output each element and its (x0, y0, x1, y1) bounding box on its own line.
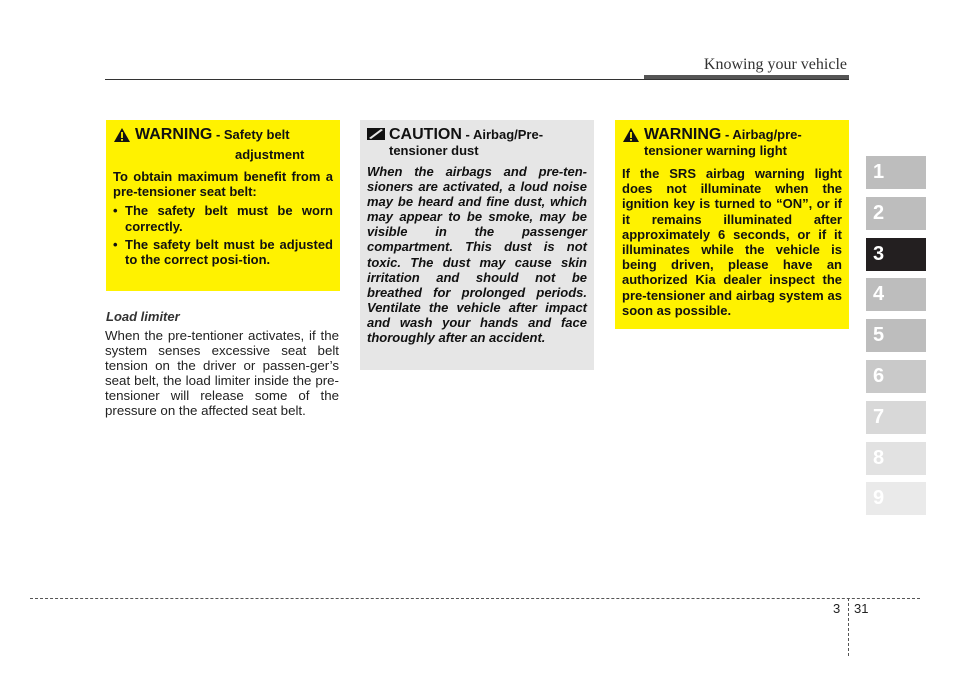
caution-subtitle: - Airbag/Pre-tensioner dust (389, 127, 544, 158)
footer-page-number: 31 (854, 601, 869, 616)
warning-bullet-list (113, 203, 333, 267)
list-item: • The safety belt must be worn correctly. (113, 203, 333, 234)
caution-label: CAUTION (389, 126, 462, 143)
warning-heading (622, 127, 842, 159)
bullet-text: The safety belt must be adjusted to the correct posi-tion. (125, 236, 333, 268)
warning-body: If the SRS airbag warning light does not illuminate when the ignition key is turned to “ON”, or if it remains illuminated after approximately 6 seconds, or if it illuminates while the vehicle is being driven, please have an authorized Kia dealer inspect the pre-tensioner and airbag system as soon as possible. (622, 166, 842, 318)
footer-rule (30, 598, 920, 599)
warning-subtitle-continued: adjustment (235, 147, 305, 162)
caution-icon (367, 127, 385, 145)
chapter-tab-6[interactable]: 6 (866, 360, 926, 393)
warning-triangle-icon (622, 127, 640, 147)
warning-intro: To obtain maximum benefit from a pre-tensioner seat belt: (113, 169, 333, 200)
chapter-tab-1[interactable]: 1 (866, 156, 926, 189)
footer-chapter-number: 3 (833, 601, 841, 616)
chapter-tab-4[interactable]: 4 (866, 278, 926, 311)
header-rule (105, 79, 849, 80)
section-body-load-limiter: When the pre-tentioner activates, if the system senses excessive seat belt tension on the driver or passen-ger’s seat belt, the load limiter inside the pre-tensioner will release some of the pressure on the affected seat belt. (105, 328, 339, 419)
chapter-tabs (866, 156, 926, 523)
chapter-tab-9[interactable]: 9 (866, 482, 926, 515)
warning-subtitle: - Airbag/pre-tensioner warning light (644, 127, 802, 158)
chapter-tab-5[interactable]: 5 (866, 319, 926, 352)
section-title-load-limiter: Load limiter (106, 309, 180, 324)
caution-box-dust (360, 120, 594, 370)
page-header-title: Knowing your vehicle (703, 56, 847, 73)
bullet-text: The safety belt must be worn correctly. (125, 203, 333, 234)
warning-label: WARNING (135, 126, 213, 143)
footer-divider (848, 598, 849, 656)
warning-triangle-icon (113, 127, 131, 147)
chapter-tab-7[interactable]: 7 (866, 401, 926, 434)
warning-box-airbag-light (615, 120, 849, 329)
chapter-tab-2[interactable]: 2 (866, 197, 926, 230)
list-item: • The safety belt must be adjusted to the correct posi-tion. (113, 236, 333, 268)
chapter-tab-8[interactable]: 8 (866, 442, 926, 475)
warning-heading (113, 127, 333, 147)
caution-body: When the airbags and pre-ten-sioners are activated, a loud noise may be heard and fine dust, which may appear to be smoke, may be visible in the passenger compartment. This dust is not toxic. The dust may cause skin irritation and should not be breathed for prolonged periods. Ventilate the vehicle after impact and wash your hands and face thoroughly after an accident. (367, 164, 587, 346)
chapter-tab-3[interactable]: 3 (866, 238, 926, 271)
caution-heading (367, 127, 587, 159)
warning-label: WARNING (644, 126, 722, 143)
warning-subtitle: - Safety belt (212, 127, 290, 142)
warning-box-safety-belt (106, 120, 340, 291)
